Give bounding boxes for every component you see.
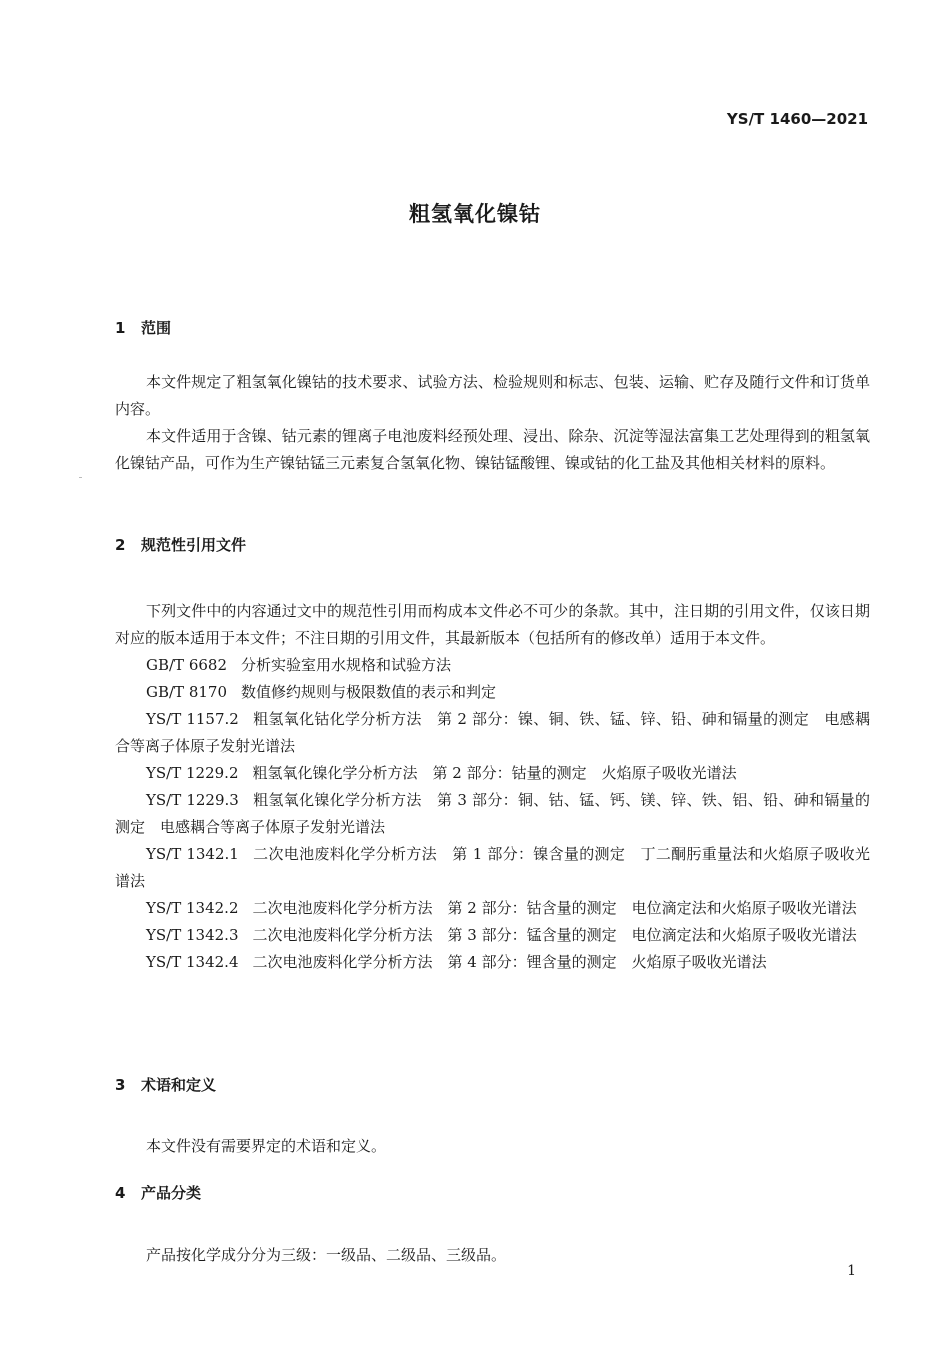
section-heading: 4 产品分类 bbox=[115, 1184, 202, 1202]
reference-title: 粗氢氧化钴化学分析方法 第 2 部分：镍、铜、铁、锰、锌、铅、砷和镉量的测定 电感耦合等离子体原子发射光谱法 bbox=[115, 710, 870, 755]
reference-item bbox=[115, 949, 870, 976]
reference-title: 二次电池废料化学分析方法 第 2 部分：钴含量的测定 电位滴定法和火焰原子吸收光谱法 bbox=[252, 899, 857, 917]
section-heading: 2 规范性引用文件 bbox=[115, 536, 247, 554]
reference-item bbox=[115, 841, 870, 895]
reference-code: YS/T 1342.3 bbox=[146, 926, 239, 944]
reference-item bbox=[115, 706, 870, 760]
section-classification bbox=[115, 1183, 870, 1269]
section-heading: 1 范围 bbox=[115, 319, 172, 337]
page-number: 1 bbox=[847, 1263, 856, 1279]
section-terms bbox=[115, 1075, 870, 1160]
section-heading: 3 术语和定义 bbox=[115, 1076, 217, 1094]
reference-item bbox=[115, 922, 870, 949]
reference-code: YS/T 1342.2 bbox=[146, 899, 239, 917]
reference-title: 粗氢氧化镍化学分析方法 第 2 部分：钴量的测定 火焰原子吸收光谱法 bbox=[252, 764, 737, 782]
reference-title: 二次电池废料化学分析方法 第 3 部分：锰含量的测定 电位滴定法和火焰原子吸收光谱法 bbox=[252, 926, 857, 944]
reference-title: 二次电池废料化学分析方法 第 4 部分：锂含量的测定 火焰原子吸收光谱法 bbox=[252, 953, 767, 971]
reference-item bbox=[115, 787, 870, 841]
scan-speck bbox=[79, 477, 82, 478]
section-scope bbox=[115, 318, 870, 477]
reference-code: GB/T 8170 bbox=[146, 683, 228, 701]
standard-code: YS/T 1460—2021 bbox=[726, 110, 868, 128]
paragraph: 本文件适用于含镍、钴元素的锂离子电池废料经预处理、浸出、除杂、沉淀等湿法富集工艺处理得到的粗氢氧化镍钴产品，可作为生产镍钴锰三元素复合氢氧化物、镍钴锰酸锂、镍或钴的化工盐及其他相关材料的原料。 bbox=[115, 427, 870, 472]
document-title: 粗氢氧化镍钴 bbox=[409, 202, 541, 226]
reference-item bbox=[115, 652, 870, 679]
reference-code: YS/T 1229.3 bbox=[146, 791, 239, 809]
reference-item bbox=[115, 760, 870, 787]
reference-code: GB/T 6682 bbox=[146, 656, 228, 674]
paragraph: 本文件没有需要界定的术语和定义。 bbox=[146, 1137, 387, 1155]
reference-code: YS/T 1229.2 bbox=[146, 764, 239, 782]
reference-title: 二次电池废料化学分析方法 第 1 部分：镍含量的测定 丁二酮肟重量法和火焰原子吸收光谱法 bbox=[115, 845, 870, 890]
paragraph: 本文件规定了粗氢氧化镍钴的技术要求、试验方法、检验规则和标志、包装、运输、贮存及随行文件和订货单内容。 bbox=[115, 373, 870, 418]
paragraph: 产品按化学成分分为三级：一级品、二级品、三级品。 bbox=[146, 1246, 507, 1264]
reference-code: YS/T 1157.2 bbox=[146, 710, 239, 728]
reference-title: 粗氢氧化镍化学分析方法 第 3 部分：铜、钴、锰、钙、镁、锌、铁、铝、铅、砷和镉量的测定 电感耦合等离子体原子发射光谱法 bbox=[115, 791, 870, 836]
paragraph: 下列文件中的内容通过文中的规范性引用而构成本文件必不可少的条款。其中，注日期的引用文件，仅该日期对应的版本适用于本文件；不注日期的引用文件，其最新版本（包括所有的修改单）适用于本文件。 bbox=[115, 602, 870, 647]
reference-code: YS/T 1342.4 bbox=[146, 953, 239, 971]
reference-list bbox=[115, 652, 870, 976]
reference-title: 分析实验室用水规格和试验方法 bbox=[241, 656, 452, 674]
reference-title: 数值修约规则与极限数值的表示和判定 bbox=[241, 683, 497, 701]
reference-code: YS/T 1342.1 bbox=[146, 845, 239, 863]
reference-item bbox=[115, 679, 870, 706]
reference-item bbox=[115, 895, 870, 922]
section-normative-references bbox=[115, 535, 870, 976]
